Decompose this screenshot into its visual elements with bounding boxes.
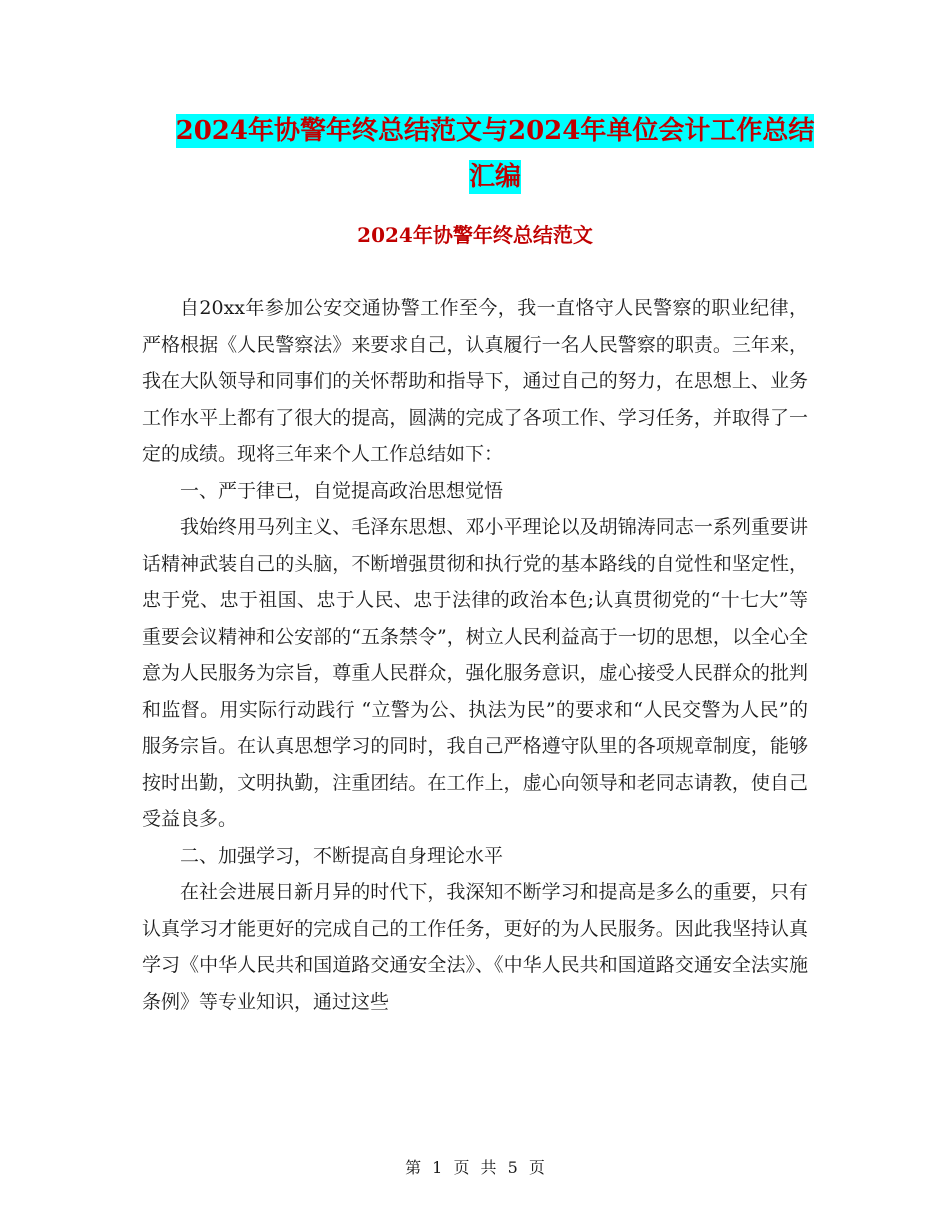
heading-section-1: 一、严于律已，自觉提高政治思想觉悟	[180, 479, 504, 502]
document-body	[142, 290, 808, 1020]
paragraph-section-1: 我始终用马列主义、毛泽东思想、邓小平理论以及胡锦涛同志一系列重要讲话精神武装自己的头脑，不断增强贯彻和执行党的基本路线的自觉性和坚定性，忠于党、忠于祖国、忠于人民、忠于法律的政治本色;认真贯彻党的“十七大”等重要会议精神和公安部的“五条禁令”，树立人民利益高于一切的思想，以全心全意为人民服务为宗旨，尊重人民群众，强化服务意识，虚心接受人民群众的批判和监督。用实际行动践行 “立警为公、执法为民”的要求和“人民交警为人民”的服务宗旨。在认真思想学习的同时，我自己严格遵守队里的各项规章制度，能够按时出勤，文明执勤，注重团结。在工作上，虚心向领导和老同志请教，使自己受益良多。	[142, 516, 808, 830]
section-title: 2024年协警年终总结范文	[357, 223, 593, 247]
paragraph-intro: 自20xx年参加公安交通协警工作至今，我一直恪守人民警察的职业纪律，严格根据《人民警察法》来要求自己，认真履行一名人民警察的职责。三年来，我在大队领导和同事们的关怀帮助和指导下，通过自己的努力，在思想上、业务工作水平上都有了很大的提高，圆满的完成了各项工作、学习任务，并取得了一定的成绩。现将三年来个人工作总结如下：	[142, 297, 808, 465]
title-line-2: 汇编	[468, 162, 521, 192]
heading-section-2: 二、加强学习，不断提高自身理论水平	[180, 844, 504, 867]
paragraph-section-2: 在社会进展日新月异的时代下，我深知不断学习和提高是多么的重要，只有认真学习才能更好的完成自己的工作任务，更好的为人民服务。因此我坚持认真学习《中华人民共和国道路交通安全法》、《中华人民共和国道路交通安全法实施条例》等专业知识，通过这些	[142, 881, 808, 1013]
page-number-footer: 第 1 页 共 5 页	[405, 1158, 545, 1177]
title-line-1: 2024年协警年终总结范文与2024年单位会计工作总结	[175, 116, 815, 146]
document-title	[140, 108, 850, 200]
